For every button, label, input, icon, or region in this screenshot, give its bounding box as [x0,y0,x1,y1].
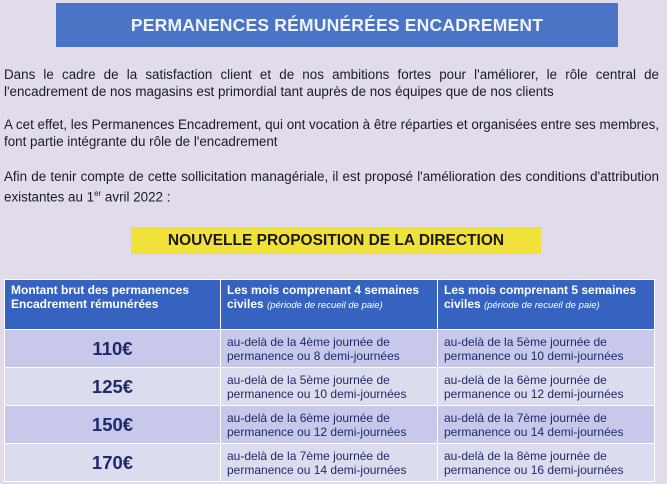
proposal-banner-text: NOUVELLE PROPOSITION DE LA DIRECTION [167,231,505,249]
para3-after: avril 2022 : [101,189,171,205]
header-four-weeks-label: Les mois comprenant 4 semaines civiles [227,283,420,311]
slide-title [56,3,618,47]
header-amount [5,280,221,330]
slide-title-text: PERMANENCES RÉMUNÉRÉES ENCADREMENT [130,14,544,35]
four-weeks-cell: au-delà de la 7ème journée de permanence ou 14 demi-journées [221,444,438,482]
header-five-weeks-label: Les mois comprenant 5 semaines civiles [444,283,637,311]
four-weeks-cell: au-delà de la 6ème journée de permanence ou 12 demi-journées [221,406,438,444]
five-weeks-cell: au-delà de la 5ème journée de permanence ou 10 demi-journées [438,330,655,368]
five-weeks-cell: au-delà de la 7ème journée de permanence ou 14 demi-journées [438,406,655,444]
five-weeks-cell: au-delà de la 8ème journée de permanence ou 16 demi-journées [438,444,655,482]
header-four-weeks-sub: (période de recueil de paie) [267,300,383,311]
amount-cell: 150€ [5,406,221,444]
table-header-row [5,280,655,330]
header-amount-label: Montant brut des permanences Encadrement rémunérées [11,283,190,311]
para3-superscript: er [94,189,102,198]
table-row [5,406,655,444]
permanences-table [4,279,655,482]
four-weeks-cell: au-delà de la 4ème journée de permanence ou 8 demi-journées [221,330,438,368]
amount-cell: 170€ [5,444,221,482]
para3-before: Afin de tenir compte de cette sollicitation managériale, il est proposé l'amélioration des conditions d'attribution existantes au 1 [4,169,659,205]
five-weeks-cell: au-delà de la 6ème journée de permanence ou 12 demi-journées [438,368,655,406]
header-four-weeks [221,280,438,330]
header-five-weeks-sub: (période de recueil de paie) [484,300,600,311]
table-row [5,330,655,368]
header-five-weeks [438,280,655,330]
proposal-banner [131,227,541,254]
table-row [5,368,655,406]
table-row [5,444,655,482]
paragraph-permanences: A cet effet, les Permanences Encadrement, qui ont vocation à être réparties et organisées entre ses membres, font partie intégrante du rôle de l'encadrement [4,117,659,149]
four-weeks-cell: au-delà de la 5ème journée de permanence ou 10 demi-journées [221,368,438,406]
paragraph-context: Dans le cadre de la satisfaction client et de nos ambitions fortes pour l'améliorer, le rôle central de l'encadrement de nos magasins est primordial tant auprès de nos équipes que de nos clients [4,67,659,99]
paragraph-proposal-intro [4,168,659,205]
amount-cell: 110€ [5,330,221,368]
amount-cell: 125€ [5,368,221,406]
